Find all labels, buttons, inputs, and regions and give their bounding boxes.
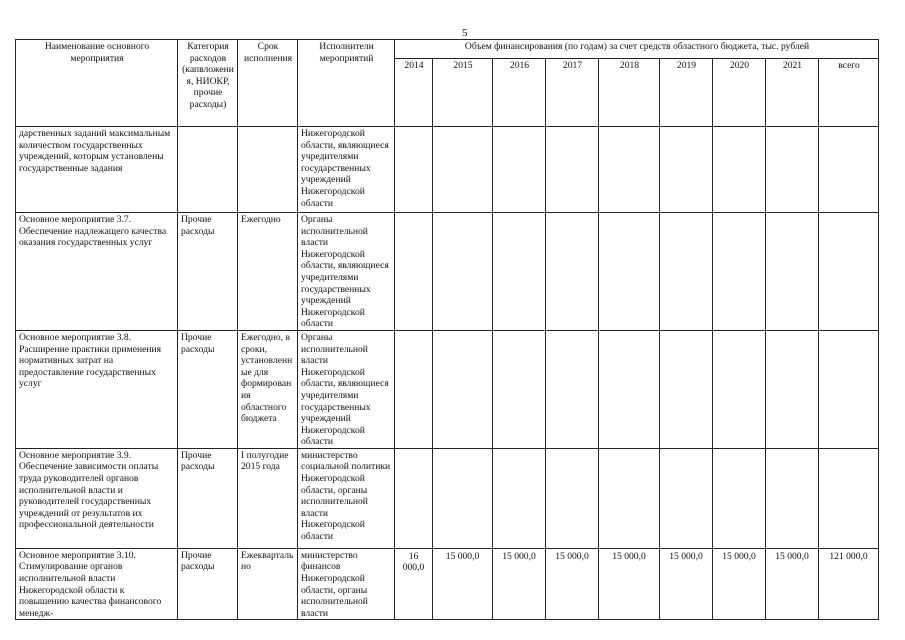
row-value: [660, 330, 713, 448]
row-value: [395, 330, 433, 448]
table-row: [16, 213, 879, 331]
row-value: [599, 448, 660, 548]
row-value: [546, 330, 599, 448]
row-value: [546, 127, 599, 213]
row-value: [660, 127, 713, 213]
row-value: 15 000,0: [713, 548, 766, 620]
row-value: 15 000,0: [599, 548, 660, 620]
row-name: Основное мероприятие 3.10. Стимулирование органов исполнительной власти Нижегородской области к повышению качества финансового менедж-: [16, 548, 178, 620]
row-value: [819, 213, 879, 331]
table-row: [16, 127, 879, 213]
row-value: [546, 448, 599, 548]
row-value: [766, 330, 819, 448]
header-category: Категория расходов (капвложения, НИОКР, прочие расходы): [178, 40, 238, 127]
page-number: 5: [462, 27, 468, 39]
row-value: [433, 213, 493, 331]
row-executors: министерство финансов Нижегородской области, органы исполнительной власти: [298, 548, 395, 620]
row-term: I полугодие 2015 года: [238, 448, 298, 548]
table-row: [16, 548, 879, 620]
row-term: Ежегодно, в сроки, установленные для формирования областного бюджета: [238, 330, 298, 448]
row-value: [433, 127, 493, 213]
header-year: 2019: [660, 59, 713, 127]
row-value: 15 000,0: [766, 548, 819, 620]
row-value: 15 000,0: [660, 548, 713, 620]
row-value: [395, 448, 433, 548]
header-name: Наименование основного мероприятия: [16, 40, 178, 127]
row-term: Ежегодно: [238, 213, 298, 331]
row-name: Основное мероприятие 3.8. Расширение практики применения нормативных затрат на предоставление государственных услуг: [16, 330, 178, 448]
row-value: [493, 330, 546, 448]
row-value: [819, 448, 879, 548]
row-executors: министерство социальной политики Нижегородской области, органы исполнительной власти Нижегородской области: [298, 448, 395, 548]
row-value: [546, 213, 599, 331]
header-total: всего: [819, 59, 879, 127]
row-value: 15 000,0: [433, 548, 493, 620]
row-value: 15 000,0: [493, 548, 546, 620]
header-year: 2020: [713, 59, 766, 127]
row-value: [660, 448, 713, 548]
row-value: [395, 213, 433, 331]
row-category: Прочие расходы: [178, 213, 238, 331]
row-executors: Органы исполнительной власти Нижегородской области, являющиеся учредителями государственных учреждений Нижегородской области: [298, 213, 395, 331]
row-category: Прочие расходы: [178, 548, 238, 620]
row-value: [493, 448, 546, 548]
row-value: [766, 127, 819, 213]
row-value: [713, 127, 766, 213]
row-name: Основное мероприятие 3.7. Обеспечение надлежащего качества оказания государственных услуг: [16, 213, 178, 331]
row-value: [713, 448, 766, 548]
row-value: [660, 213, 713, 331]
row-value: [819, 127, 879, 213]
table-row: [16, 448, 879, 548]
table-row: [16, 330, 879, 448]
header-year: 2017: [546, 59, 599, 127]
row-term: Ежеквартально: [238, 548, 298, 620]
row-value: [599, 330, 660, 448]
header-year: 2018: [599, 59, 660, 127]
row-executors: Нижегородской области, являющиеся учредителями государственных учреждений Нижегородской области: [298, 127, 395, 213]
row-value: [599, 127, 660, 213]
header-term: Срок исполнения: [238, 40, 298, 127]
row-value: [395, 127, 433, 213]
row-value: [819, 330, 879, 448]
row-value: [599, 213, 660, 331]
row-executors: Органы исполнительной власти Нижегородской области, являющиеся учредителями государственных учреждений Нижегородской области: [298, 330, 395, 448]
row-value: [433, 330, 493, 448]
row-name: дарственных заданий максимальным количеством государственных учреждений, которым установлены государственные задания: [16, 127, 178, 213]
row-value: [493, 127, 546, 213]
row-value: [766, 213, 819, 331]
funding-table: [15, 39, 879, 620]
header-executors: Исполнители мероприятий: [298, 40, 395, 127]
row-name: Основное мероприятие 3.9. Обеспечение зависимости оплаты труда руководителей органов исполнительной власти и руководителей государственных учреждений от результатов их профессиональной деятельности: [16, 448, 178, 548]
row-value: 16 000,0: [395, 548, 433, 620]
header-funding: Объем финансирования (по годам) за счет средств областного бюджета, тыс. рублей: [395, 40, 879, 59]
row-value: 121 000,0: [819, 548, 879, 620]
row-value: [766, 448, 819, 548]
row-category: Прочие расходы: [178, 448, 238, 548]
row-value: 15 000,0: [546, 548, 599, 620]
row-value: [713, 213, 766, 331]
row-category: [178, 127, 238, 213]
row-value: [713, 330, 766, 448]
row-category: Прочие расходы: [178, 330, 238, 448]
header-year: 2014: [395, 59, 433, 127]
header-year: 2016: [493, 59, 546, 127]
row-value: [493, 213, 546, 331]
header-year: 2015: [433, 59, 493, 127]
row-value: [433, 448, 493, 548]
header-year: 2021: [766, 59, 819, 127]
row-term: [238, 127, 298, 213]
